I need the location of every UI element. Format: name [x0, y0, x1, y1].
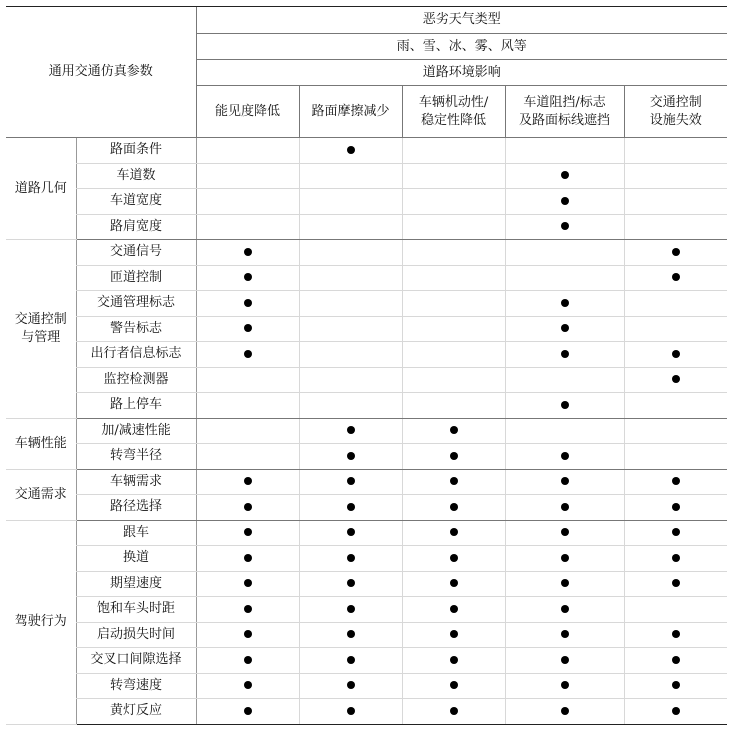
header-weather-type-label: 恶劣天气类型 [422, 12, 501, 27]
impact-cell [196, 367, 299, 393]
impact-cell [299, 189, 402, 215]
category-cell [6, 520, 76, 724]
param-cell [76, 138, 196, 164]
impact-cell [299, 648, 402, 674]
table-row [6, 546, 727, 572]
bullet-dot-icon [561, 324, 569, 332]
bullet-dot-icon [244, 554, 252, 562]
bullet-dot-icon [672, 707, 680, 715]
impact-cell [624, 342, 727, 368]
impact-cell [505, 342, 624, 368]
param-cell [76, 291, 196, 317]
bullet-dot-icon [450, 605, 458, 613]
impact-cell [196, 699, 299, 725]
bullet-dot-icon [561, 452, 569, 460]
impact-cell [624, 648, 727, 674]
param-cell [76, 495, 196, 521]
impact-cell [505, 214, 624, 240]
header-corner-cell [6, 7, 196, 138]
bullet-dot-icon [244, 503, 252, 511]
impact-cell [624, 469, 727, 495]
impact-cell [505, 163, 624, 189]
impact-cell [299, 342, 402, 368]
impact-cell [505, 469, 624, 495]
impact-cell [299, 699, 402, 725]
bullet-dot-icon [244, 605, 252, 613]
bullet-dot-icon [450, 554, 458, 562]
category-cell [6, 240, 76, 419]
param-cell [76, 622, 196, 648]
impact-cell [402, 393, 505, 419]
bullet-dot-icon [347, 605, 355, 613]
impact-cell [624, 520, 727, 546]
table-row [6, 673, 727, 699]
impact-cell [402, 571, 505, 597]
table-row [6, 163, 727, 189]
impact-cell [196, 189, 299, 215]
impact-cell [402, 367, 505, 393]
impact-cell [624, 163, 727, 189]
impact-cell [505, 648, 624, 674]
table-row [6, 571, 727, 597]
param-cell [76, 546, 196, 572]
table-row [6, 214, 727, 240]
category-label: 交通需求 [14, 486, 67, 502]
table-row [6, 265, 727, 291]
bullet-dot-icon [561, 299, 569, 307]
impact-cell [402, 291, 505, 317]
impact-cell [196, 291, 299, 317]
bullet-dot-icon [450, 630, 458, 638]
bullet-dot-icon [561, 503, 569, 511]
impact-cell [624, 444, 727, 470]
impact-cell [196, 163, 299, 189]
table-row [6, 597, 727, 623]
impact-cell [505, 597, 624, 623]
impact-cell [402, 418, 505, 444]
bullet-dot-icon [561, 401, 569, 409]
bullet-dot-icon [672, 681, 680, 689]
header-impact-line2: 稳定性降低 [421, 112, 487, 128]
bullet-dot-icon [672, 503, 680, 511]
param-cell [76, 444, 196, 470]
header-impact-friction [299, 86, 402, 138]
param-cell [76, 265, 196, 291]
impact-cell [624, 699, 727, 725]
bullet-dot-icon [561, 528, 569, 536]
impact-cell [624, 418, 727, 444]
header-impact-visibility [196, 86, 299, 138]
param-label: 转弯半径 [110, 448, 163, 464]
impact-cell [196, 265, 299, 291]
bullet-dot-icon [347, 681, 355, 689]
impact-cell [624, 214, 727, 240]
impact-cell [402, 444, 505, 470]
impact-cell [299, 469, 402, 495]
category-label: 驾驶行为 [14, 614, 67, 629]
table-row [6, 469, 727, 495]
param-label: 饱和车头时距 [97, 601, 176, 617]
weather-impact-table [6, 6, 727, 725]
impact-cell [624, 189, 727, 215]
bullet-dot-icon [450, 707, 458, 715]
impact-cell [402, 520, 505, 546]
bullet-dot-icon [561, 350, 569, 358]
bullet-dot-icon [450, 579, 458, 587]
bullet-dot-icon [561, 681, 569, 689]
impact-cell [402, 316, 505, 342]
bullet-dot-icon [244, 528, 252, 536]
param-label: 车道数 [116, 167, 156, 183]
bullet-dot-icon [672, 554, 680, 562]
impact-cell [299, 214, 402, 240]
bullet-dot-icon [244, 630, 252, 638]
impact-cell [505, 444, 624, 470]
param-cell [76, 163, 196, 189]
param-cell [76, 648, 196, 674]
bullet-dot-icon [450, 452, 458, 460]
bullet-dot-icon [347, 503, 355, 511]
impact-cell [505, 418, 624, 444]
impact-cell [402, 495, 505, 521]
bullet-dot-icon [561, 477, 569, 485]
param-cell [76, 571, 196, 597]
header-impact-mobility [402, 86, 505, 138]
impact-cell [402, 240, 505, 266]
param-cell [76, 240, 196, 266]
impact-cell [196, 469, 299, 495]
bullet-dot-icon [244, 681, 252, 689]
table-row [6, 393, 727, 419]
header-impact-line2: 及路面标线遮挡 [519, 112, 611, 128]
param-label: 交通信号 [110, 244, 163, 260]
category-label: 交通控制 [14, 311, 67, 327]
impact-cell [402, 469, 505, 495]
impact-cell [624, 240, 727, 266]
impact-cell [402, 189, 505, 215]
category-cell [6, 469, 76, 520]
param-label: 路肩宽度 [110, 218, 163, 234]
impact-cell [505, 393, 624, 419]
impact-cell [505, 622, 624, 648]
header-corner-label: 通用交通仿真参数 [48, 64, 153, 79]
impact-cell [624, 316, 727, 342]
table-row [6, 699, 727, 725]
param-cell [76, 597, 196, 623]
impact-cell [196, 444, 299, 470]
impact-cell [196, 673, 299, 699]
impact-cell [505, 291, 624, 317]
impact-cell [196, 597, 299, 623]
category-cell [6, 418, 76, 469]
bullet-dot-icon [672, 630, 680, 638]
impact-cell [624, 546, 727, 572]
param-cell [76, 520, 196, 546]
impact-cell [196, 138, 299, 164]
table-row [6, 495, 727, 521]
table-row [6, 520, 727, 546]
bullet-dot-icon [672, 579, 680, 587]
param-cell [76, 214, 196, 240]
bullet-dot-icon [450, 477, 458, 485]
bullet-dot-icon [347, 707, 355, 715]
bullet-dot-icon [347, 528, 355, 536]
impact-cell [402, 214, 505, 240]
impact-cell [624, 597, 727, 623]
bullet-dot-icon [244, 656, 252, 664]
impact-cell [196, 571, 299, 597]
impact-cell [299, 571, 402, 597]
header-weather-type [196, 7, 727, 34]
table-header [6, 7, 727, 138]
impact-cell [402, 597, 505, 623]
bullet-dot-icon [561, 579, 569, 587]
impact-cell [299, 316, 402, 342]
bullet-dot-icon [244, 707, 252, 715]
bullet-dot-icon [561, 707, 569, 715]
bullet-dot-icon [244, 324, 252, 332]
bullet-dot-icon [672, 656, 680, 664]
bullet-dot-icon [561, 197, 569, 205]
impact-cell [624, 622, 727, 648]
table-row [6, 622, 727, 648]
impact-cell [299, 240, 402, 266]
impact-cell [299, 444, 402, 470]
param-label: 路上停车 [110, 397, 163, 413]
impact-cell [299, 163, 402, 189]
param-cell [76, 418, 196, 444]
table-row [6, 444, 727, 470]
param-label: 换道 [123, 550, 150, 566]
param-label: 警告标志 [110, 320, 163, 336]
param-label: 交叉口间隙选择 [90, 652, 182, 668]
bullet-dot-icon [347, 630, 355, 638]
header-impact-lane-blocking [505, 86, 624, 138]
header-impact-control-failure [624, 86, 727, 138]
header-env-impact [196, 60, 727, 86]
category-label: 车辆性能 [14, 435, 67, 451]
param-cell [76, 673, 196, 699]
impact-cell [402, 648, 505, 674]
bullet-dot-icon [244, 273, 252, 281]
impact-cell [299, 622, 402, 648]
bullet-dot-icon [244, 350, 252, 358]
impact-cell [505, 189, 624, 215]
impact-cell [505, 265, 624, 291]
table-row [6, 342, 727, 368]
param-cell [76, 342, 196, 368]
impact-cell [299, 673, 402, 699]
bullet-dot-icon [561, 630, 569, 638]
impact-cell [402, 163, 505, 189]
header-impact-line2: 设施失效 [649, 112, 702, 128]
param-label: 加/减速性能 [101, 422, 171, 438]
param-label: 出行者信息标志 [90, 346, 182, 362]
bullet-dot-icon [450, 656, 458, 664]
impact-cell [505, 571, 624, 597]
impact-cell [505, 495, 624, 521]
param-label: 交通管理标志 [97, 295, 176, 311]
param-label: 黄灯反应 [110, 703, 163, 719]
bullet-dot-icon [347, 452, 355, 460]
bullet-dot-icon [672, 375, 680, 383]
impact-cell [402, 265, 505, 291]
impact-cell [505, 546, 624, 572]
impact-cell [505, 699, 624, 725]
impact-cell [505, 316, 624, 342]
header-impact-line1: 车道阻挡/标志 [523, 94, 606, 110]
impact-cell [196, 240, 299, 266]
impact-cell [196, 622, 299, 648]
bullet-dot-icon [672, 248, 680, 256]
impact-cell [196, 495, 299, 521]
category-label-line2: 与管理 [21, 329, 61, 345]
bullet-dot-icon [347, 477, 355, 485]
impact-cell [299, 597, 402, 623]
header-impact-line1: 路面摩擦减少 [311, 103, 390, 119]
param-label: 监控检测器 [103, 371, 169, 387]
impact-cell [402, 622, 505, 648]
impact-cell [299, 265, 402, 291]
impact-cell [624, 393, 727, 419]
impact-cell [196, 393, 299, 419]
param-label: 匝道控制 [110, 269, 163, 285]
impact-cell [196, 546, 299, 572]
param-label: 转弯速度 [110, 677, 163, 693]
param-cell [76, 393, 196, 419]
header-impact-line1: 交通控制 [649, 94, 702, 110]
impact-cell [624, 291, 727, 317]
header-weather-list-label: 雨、雪、冰、雾、风等 [396, 38, 527, 54]
impact-cell [299, 495, 402, 521]
bullet-dot-icon [561, 605, 569, 613]
impact-cell [624, 495, 727, 521]
param-cell [76, 189, 196, 215]
header-env-impact-label: 道路环境影响 [422, 64, 501, 80]
impact-cell [196, 418, 299, 444]
bullet-dot-icon [450, 528, 458, 536]
impact-cell [624, 367, 727, 393]
bullet-dot-icon [347, 579, 355, 587]
bullet-dot-icon [672, 528, 680, 536]
impact-cell [299, 418, 402, 444]
param-label: 启动损失时间 [97, 626, 176, 642]
bullet-dot-icon [561, 656, 569, 664]
table-row [6, 316, 727, 342]
impact-cell [624, 571, 727, 597]
impact-cell [196, 520, 299, 546]
param-label: 路面条件 [110, 142, 163, 158]
impact-cell [299, 546, 402, 572]
table-row [6, 648, 727, 674]
header-impact-line1: 车辆机动性/ [418, 94, 489, 110]
param-label: 车辆需求 [110, 473, 163, 489]
bullet-dot-icon [244, 579, 252, 587]
impact-cell [624, 673, 727, 699]
header-impact-line1: 能见度降低 [215, 103, 281, 119]
impact-cell [402, 138, 505, 164]
bullet-dot-icon [347, 656, 355, 664]
param-label: 车道宽度 [110, 193, 163, 209]
bullet-dot-icon [450, 503, 458, 511]
impact-cell [402, 342, 505, 368]
bullet-dot-icon [561, 554, 569, 562]
impact-cell [505, 673, 624, 699]
bullet-dot-icon [347, 554, 355, 562]
impact-cell [505, 520, 624, 546]
table-body [6, 138, 727, 725]
impact-cell [196, 648, 299, 674]
impact-cell [196, 342, 299, 368]
table-row [6, 138, 727, 164]
bullet-dot-icon [244, 248, 252, 256]
table-row [6, 367, 727, 393]
category-cell [6, 138, 76, 240]
impact-cell [505, 138, 624, 164]
bullet-dot-icon [244, 299, 252, 307]
bullet-dot-icon [347, 146, 355, 154]
param-cell [76, 469, 196, 495]
bullet-dot-icon [672, 477, 680, 485]
impact-cell [196, 316, 299, 342]
table-row [6, 240, 727, 266]
impact-cell [505, 367, 624, 393]
impact-cell [196, 214, 299, 240]
impact-cell [402, 699, 505, 725]
impact-cell [624, 265, 727, 291]
header-weather-list [196, 34, 727, 60]
category-label: 道路几何 [14, 180, 67, 196]
table-row [6, 189, 727, 215]
impact-cell [624, 138, 727, 164]
param-label: 跟车 [123, 524, 150, 540]
param-cell [76, 367, 196, 393]
table-row [6, 418, 727, 444]
impact-cell [505, 240, 624, 266]
impact-cell [299, 520, 402, 546]
bullet-dot-icon [561, 171, 569, 179]
bullet-dot-icon [347, 426, 355, 434]
impact-cell [299, 367, 402, 393]
bullet-dot-icon [450, 681, 458, 689]
param-label: 路径选择 [110, 499, 163, 515]
table-row [6, 291, 727, 317]
impact-cell [402, 673, 505, 699]
bullet-dot-icon [450, 426, 458, 434]
impact-cell [402, 546, 505, 572]
impact-cell [299, 393, 402, 419]
param-cell [76, 699, 196, 725]
bullet-dot-icon [672, 350, 680, 358]
param-cell [76, 316, 196, 342]
bullet-dot-icon [244, 477, 252, 485]
bullet-dot-icon [561, 222, 569, 230]
impact-cell [299, 291, 402, 317]
impact-cell [299, 138, 402, 164]
bullet-dot-icon [672, 273, 680, 281]
param-label: 期望速度 [110, 575, 163, 591]
